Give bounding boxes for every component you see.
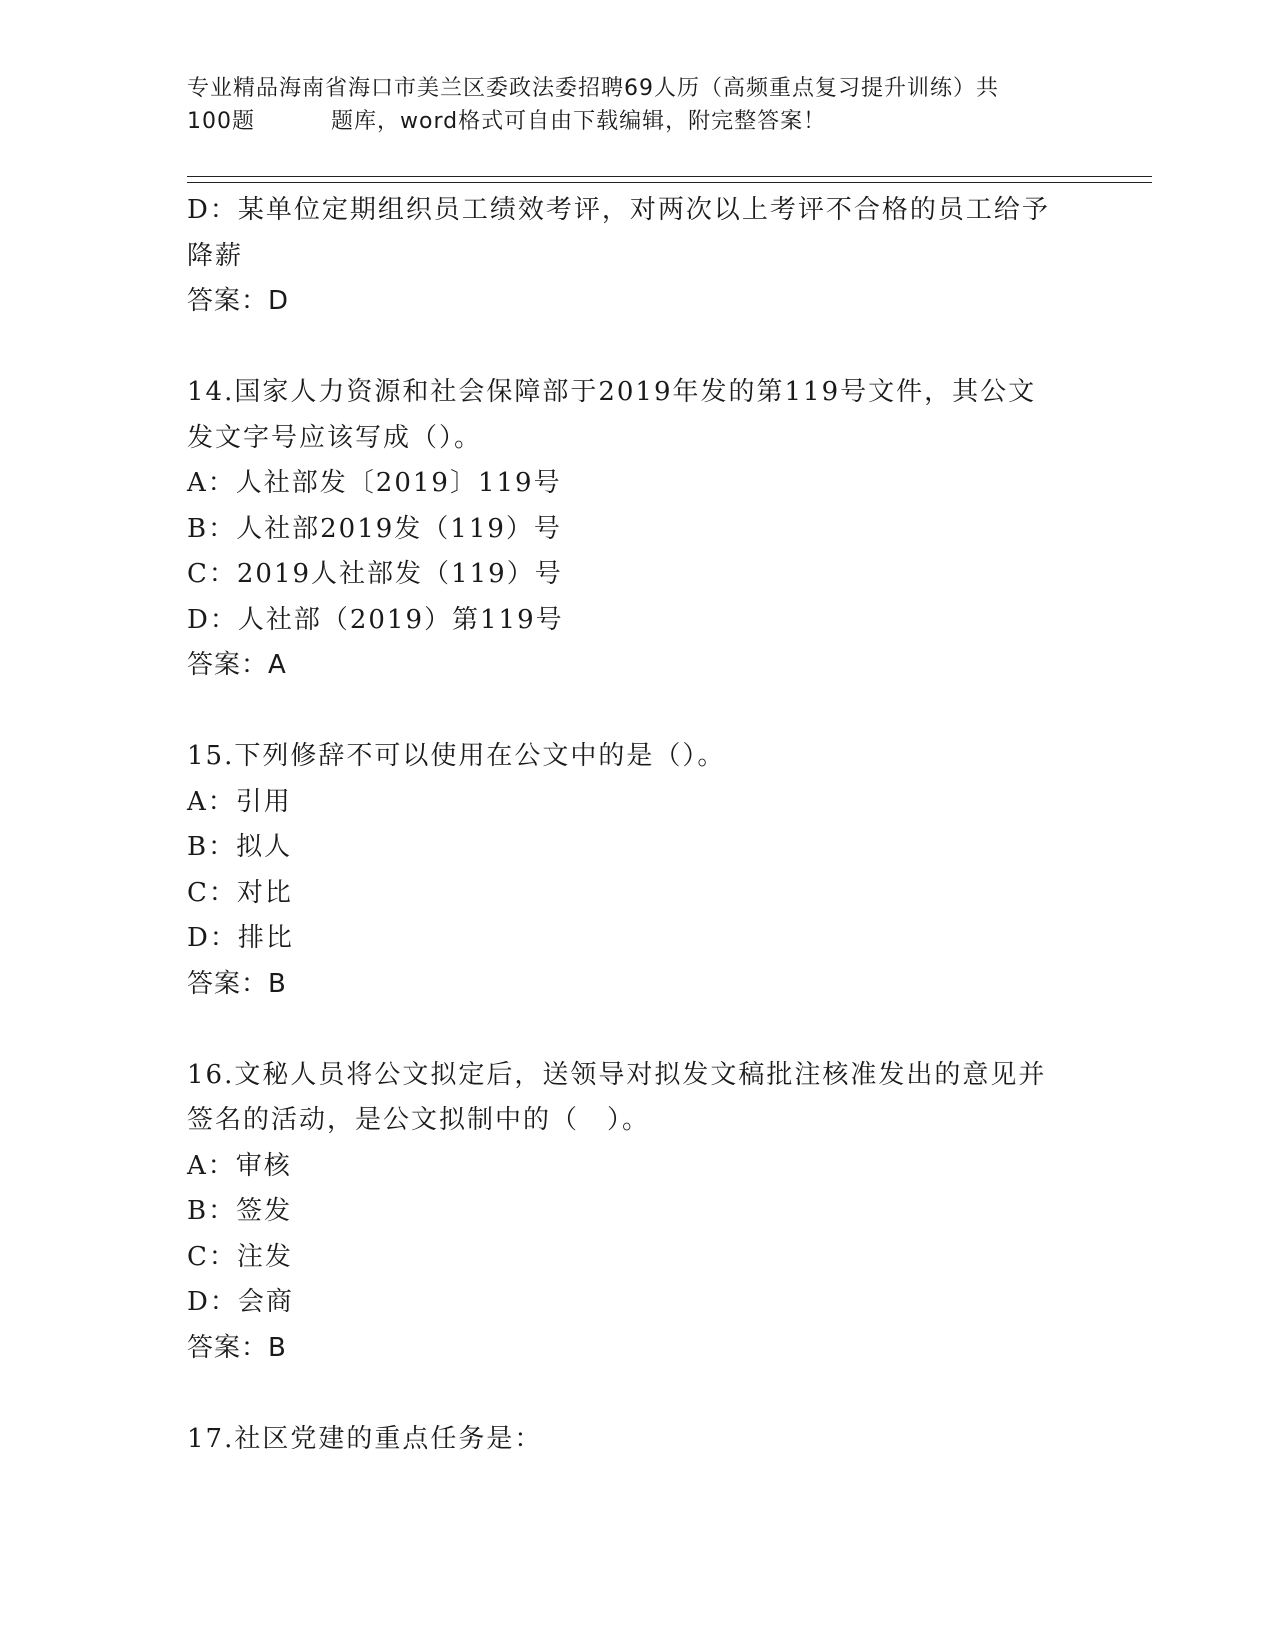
option-text: 降薪 [187, 240, 244, 271]
question-stem: 17.社区党建的重点任务是： [187, 1423, 543, 1454]
question-stem: 发文字号应该写成（）。 [187, 422, 483, 453]
option-a: A：人社部发〔2019〕119号 [187, 468, 562, 498]
option-d: D：人社部（2019）第119号 [187, 604, 564, 635]
header-divider-bottom [187, 182, 1152, 183]
question-stem: 签名的活动，是公文拟制中的（ ）。 [187, 1105, 651, 1135]
question-block [187, 188, 1067, 325]
option-d: D：排比 [187, 923, 294, 953]
answer-label: 答案：B [187, 1332, 287, 1363]
option-c: C：2019人社部发（119）号 [187, 559, 563, 589]
header-line-1: 专业精品海南省海口市美兰区委政法委招聘69人历（高频重点复习提升训练）共 [187, 76, 999, 101]
header-line-2 [187, 105, 1067, 138]
question-block [187, 734, 1067, 1007]
question-list [187, 188, 1067, 1462]
option-b: B：签发 [187, 1196, 293, 1226]
option-d: D：会商 [187, 1287, 294, 1317]
option-b: B：人社部2019发（119）号 [187, 513, 562, 544]
option-c: C：注发 [187, 1241, 293, 1272]
header-divider-top [187, 176, 1152, 177]
document-header [187, 72, 1067, 138]
header-description: 题库，word格式可自由下载编辑，附完整答案！ [331, 109, 827, 134]
option-a: A：审核 [187, 1150, 292, 1181]
answer-label: 答案：D [187, 286, 290, 316]
question-block [187, 370, 1067, 689]
option-a: A：引用 [187, 786, 292, 817]
question-stem: 16.文秘人员将公文拟定后，送领导对拟发文稿批注核准发出的意见并 [187, 1059, 1047, 1090]
question-stem: 14.国家人力资源和社会保障部于2019年发的第119号文件，其公文 [187, 377, 1037, 407]
option-c: C：对比 [187, 877, 293, 908]
answer-label: 答案：B [187, 968, 287, 999]
question-stem: 15.下列修辞不可以使用在公文中的是（）。 [187, 741, 726, 771]
question-block [187, 1053, 1067, 1372]
header-question-count: 100题 [187, 109, 255, 134]
option-text: D：某单位定期组织员工绩效考评，对两次以上考评不合格的员工给予 [187, 195, 1050, 225]
question-block [187, 1417, 1067, 1463]
answer-label: 答案：A [187, 650, 287, 680]
option-b: B：拟人 [187, 832, 293, 862]
